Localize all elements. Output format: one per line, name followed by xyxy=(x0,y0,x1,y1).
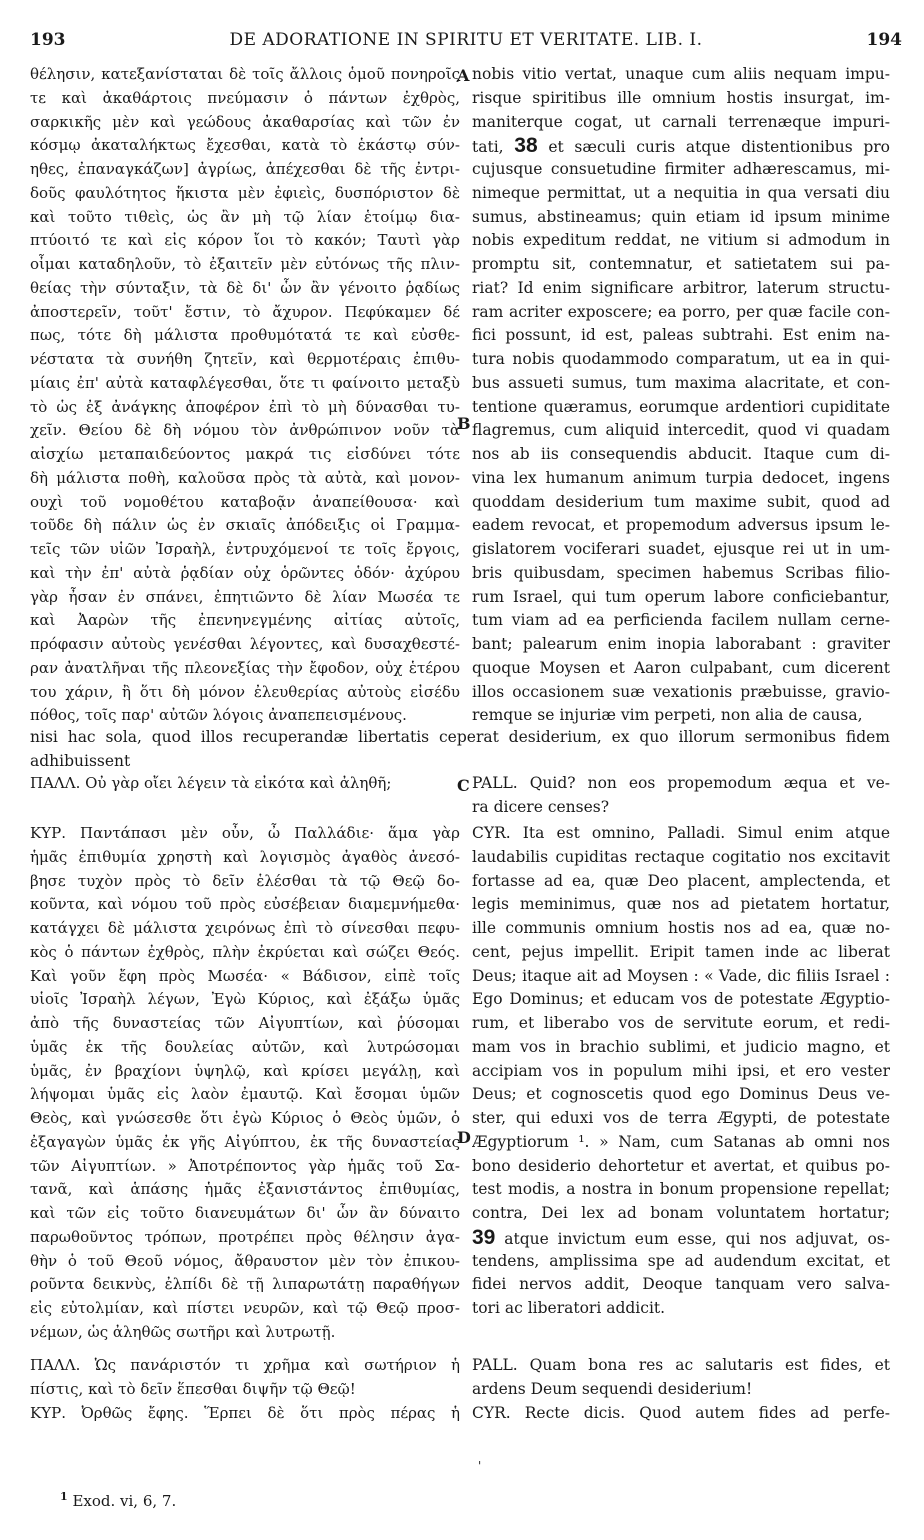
greek-column-top xyxy=(30,63,460,728)
greek-line: τῶν Αἰγυπτίων. » Ἀποτρέποντος γὰρ ἡμᾶς τοῦ Σα- xyxy=(30,1156,460,1175)
greek-line: τοῦδε δὴ πάλιν ὡς ἐν σκιαῖς ἀπόδειξις οἱ Γραμμα- xyxy=(30,516,460,535)
latin-line: ram acriter exposcere; ea porro, per quæ facile con- xyxy=(472,302,890,321)
greek-line: νέστατα τὰ συνήθη ζητεῖν, καὶ θερμοτέραις ἐπιθυ- xyxy=(30,350,460,368)
greek-line: εἰς εὐτολμίαν, καὶ πίστει νευρῶν, καὶ τῷ Θεῷ προσ- xyxy=(30,1299,460,1317)
greek-line: πίστις, καὶ τὸ δεῖν ἕπεσθαι διψῆν τῷ Θεῷ! xyxy=(30,1379,356,1398)
latin-line: tum viam ad ea perficienda facilem nullam cerne- xyxy=(472,611,890,630)
greek-line: του χάριν, ἢ ὅτι δὴ μόνον ἐλευθερίας αὐτοὺς εἰσέδυ xyxy=(30,682,460,701)
greek-line: κατάγχει δὲ μάλιστα χειρόνως ἐπὶ τὸ σίνεσθαι πεφυ- xyxy=(30,919,460,937)
running-title: DE ADORATIONE IN SPIRITU ET VERITATE. LIB. I. xyxy=(229,30,703,50)
latin-line: nobis expeditum reddat, ne vitium si admodum in xyxy=(472,231,890,250)
latin-line: promptu sit, contemnatur, et satietatem sui pa- xyxy=(472,255,890,273)
greek-line: ΚΥΡ. Παντάπασι μὲν οὖν, ὦ Παλλάδιε· ἅμα γὰρ xyxy=(30,824,460,842)
latin-line xyxy=(472,134,890,158)
latin-line: sumus, abstineamus; quin etiam id ipsum minime xyxy=(472,207,890,226)
latin-line: tura nobis quodammodo comparatum, ut ea in qui- xyxy=(472,350,890,368)
latin-line: nobis vitio vertat, unaque cum aliis nequam impu- xyxy=(472,65,890,83)
greek-line: γὰρ ἦσαν ἐν σπάνει, ἐπητιῶντο δὲ λίαν Μωσέα τε xyxy=(30,587,460,606)
margin-letter-b: B xyxy=(457,414,471,433)
greek-line: Καὶ γοῦν ἔφη πρὸς Μωσέα· « Βάδισον, εἰπὲ τοῖς xyxy=(30,966,460,985)
greek-line: πως, τότε δὴ μάλιστα προθυμότατά τε καὶ εὐσθε- xyxy=(30,326,460,345)
latin-line: Ego Dominus; et educam vos de potestate Ægyptio- xyxy=(472,990,890,1009)
full-line: nisi hac sola, quod illos recuperandæ libertatis ceperat desiderium, ex quo illorum sermonibus fidem xyxy=(30,728,890,746)
latin-pall-exclamation xyxy=(472,1354,890,1425)
greek-line: θὴν ὁ τοῦ Θεοῦ νόμος, ἄθραυστον μὲν τὸν ἐπικου- xyxy=(30,1251,460,1270)
greek-line: χεῖν. Θείου δὲ δὴ νόμου τὸν ἀνθρώπινον νοῦν τὰ xyxy=(30,421,460,440)
greek-line: κοῦντα, καὶ νόμου τοῦ πρὸς εὐσέβειαν διαμεμνήμεθα· xyxy=(30,895,460,914)
latin-line: contra, Dei lex ad bonam voluntatem hortatur; xyxy=(472,1204,890,1222)
greek-line: ἐξαγαγὼν ὑμᾶς ἐκ γῆς Αἰγύπτου, ἐκ τῆς δυναστείας xyxy=(30,1132,460,1151)
latin-line: PALL. Quid? non eos propemodum æqua et ve- xyxy=(472,774,890,792)
greek-line: τὸ ὡς ἐξ ἀνάγκης ἀποφέρον ἐπὶ τὸ μὴ δύνασθαι τυ- xyxy=(30,397,460,416)
greek-line: ΠΑΛΛ. Οὐ γὰρ οἴει λέγειν τὰ εἰκότα καὶ ἀληθῆ; xyxy=(30,774,392,792)
latin-line: bant; palearum enim inopia laborabant : graviter xyxy=(472,635,890,653)
greek-pall-question xyxy=(30,772,460,796)
footnote xyxy=(60,1490,176,1510)
greek-line: καὶ τὴν ἐπ' αὐτὰ ῥᾳδίαν οὐχ ὁρῶντες ὁδόν· ἀχύρου xyxy=(30,563,460,582)
latin-line: ille communis omnium hostis nos ad ea, quæ no- xyxy=(472,919,890,937)
column-number: 39 xyxy=(472,1225,496,1249)
latin-line: ardens Deum sequendi desiderium! xyxy=(472,1379,753,1398)
greek-line: μίαις ἐπ' αὐτὰ καταφλέγεσθαι, ὅτε τι φαίνοιτο μεταξὺ xyxy=(30,373,460,392)
greek-line: ἀποστερεῖν, τοῦτ' ἔστιν, τὸ ἄχυρον. Πεφύκαμεν δέ xyxy=(30,302,460,321)
latin-line: PALL. Quam bona res ac salutaris est fides, et xyxy=(472,1356,890,1374)
latin-line: quoddam desiderium tum maxime subit, quod ad xyxy=(472,492,890,511)
greek-line: Θεὸς, καὶ γνώσεσθε ὅτι ἐγὼ Κύριος ὁ Θεὸς ὑμῶν, ὁ xyxy=(30,1109,460,1127)
latin-line: tendens, amplissima spe ad audendum excitat, et xyxy=(472,1251,890,1270)
greek-line: ροῦντα δεικνὺς, ἐλπίδι δὲ τῇ λιπαρωτάτῃ παραθήγων xyxy=(30,1275,460,1294)
latin-line: cujusque consuetudine firmiter adhærescamus, mi- xyxy=(472,160,890,178)
margin-letter-a: A xyxy=(457,66,470,85)
latin-line: maniterque cogat, ut carnali terrenæque impuri- xyxy=(472,112,890,131)
greek-line: δοῦς φαυλότητος ἥκιστα μὲν ἐφιεὶς, δυσπόριστον δὲ xyxy=(30,183,460,202)
greek-line: ΠΑΛΛ. Ὡς πανάριστόν τι χρῆμα καὶ σωτήριον ἡ xyxy=(30,1356,460,1374)
greek-line: οἶμαι καταδηλοῦν, τὸ ἐξαιτεῖν μὲν εὐτόνως τῆς πλιν- xyxy=(30,255,460,273)
latin-line: laudabilis cupiditas rectaque cogitatio nos excitavit xyxy=(472,847,890,866)
column-number: 38 xyxy=(514,134,538,158)
line-text: tati, xyxy=(472,138,515,157)
greek-line: παρωθοῦντος τρόπων, προτρέπει πρὸς θέλησιν ἀγα- xyxy=(30,1227,460,1246)
latin-line: illos occasionem suæ vexationis præbuisse, gravio- xyxy=(472,682,890,701)
latin-line: gislatorem vociferari suadet, ejusque rei ut in um- xyxy=(472,540,890,558)
greek-line: ηθες, ἐπαναγκάζων] ἀγρίως, ἀπέχεσθαι δὲ τῆς ἐντρι- xyxy=(30,160,460,178)
greek-line: θείας τὴν σύνταξιν, τὰ δὲ δι' ὧν ἂν γένοιτο ῥᾳδίως xyxy=(30,278,460,297)
latin-line: fici possunt, id est, paleas subtrahi. Est enim na- xyxy=(472,326,890,345)
latin-line: Ægyptiorum ¹. » Nam, cum Satanas ab omni nos xyxy=(472,1132,890,1151)
latin-line: rum Israel, qui tum operum labore conficiebantur, xyxy=(472,587,890,606)
line-text: atque invictum eum esse, qui nos adjuvat, os- xyxy=(495,1229,890,1248)
greek-line: ραν ἀνατλῆναι τῆς πλεονεξίας τὴν ἔφοδον, οὐχ ἑτέρου xyxy=(30,658,460,677)
latin-line: mam vos in brachio sublimi, et judicio magno, et xyxy=(472,1037,890,1056)
latin-line: accipiam vos in populum mihi ipsi, et ero vester xyxy=(472,1061,890,1080)
latin-line: eadem revocat, et propemodum adversus ipsum le- xyxy=(472,516,890,535)
latin-line: ster, qui eduxi vos de terra Ægypti, de potestate xyxy=(472,1109,890,1127)
greek-line: τανᾶ, καὶ ἁπάσης ἡμᾶς ἐξανιστάντος ἐπιθυμίας, xyxy=(30,1180,460,1199)
latin-line: bus assueti sumus, tum maxima alacritate, et con- xyxy=(472,373,890,392)
greek-line: σαρκικῆς μὲν καὶ γεώδους ἀκαθαρσίας καὶ τῶν ἐν xyxy=(30,112,460,131)
margin-letter-c: C xyxy=(457,776,470,795)
latin-line: cent, pejus impellit. Eripit tamen inde ac liberat xyxy=(472,942,890,961)
line-text: et sæculi curis atque distentionibus pro xyxy=(537,138,890,157)
latin-line: bono desiderio dehortetur et avertat, et quibus po- xyxy=(472,1156,890,1175)
greek-line: δὴ μάλιστα ποθὴ, καλοῦσα πρὸς τὰ αὐτὰ, καὶ μονον- xyxy=(30,468,460,487)
greek-pall-exclamation xyxy=(30,1354,460,1425)
latin-line: flagremus, cum aliquid intercedit, quod vi quadam xyxy=(472,421,890,440)
latin-line: fidei nervos addit, Deoque tanquam vero salva- xyxy=(472,1275,890,1294)
greek-line: καὶ τοῦτο τιθεὶς, ὡς ἂν μὴ τῷ λίαν ἑτοίμῳ δια- xyxy=(30,207,460,226)
latin-line: quoque Moysen et Aaron culpabant, cum dicerent xyxy=(472,658,890,677)
latin-line: ra dicere censes? xyxy=(472,797,610,816)
latin-line: nimeque permittat, ut a nequitia in qua versati diu xyxy=(472,183,890,202)
latin-line: tentione quæramus, eorumque ardentiori cupiditate xyxy=(472,397,890,416)
greek-line: ἀπὸ τῆς δυναστείας τῶν Αἰγυπτίων, καὶ ῥύσομαι xyxy=(30,1014,460,1032)
greek-line: τεῖς τῶν υἱῶν Ἰσραὴλ, ἐντρυχόμενοί τε τοῖς ἔργοις, xyxy=(30,540,460,558)
latin-line: CYR. Recte dicis. Quod autem fides ad perfe- xyxy=(472,1403,890,1422)
running-header xyxy=(30,30,902,56)
latin-line: bris quibusdam, specimen habemus Scribas filio- xyxy=(472,563,890,582)
greek-line: καὶ τῶν εἰς τοῦτο διανευμάτων δι' ὧν ἂν δύναιτο xyxy=(30,1204,460,1222)
greek-line: πρόφασιν αὐτοὺς γενέσθαι λέγοντες, καὶ δυσαχθεστέ- xyxy=(30,635,460,653)
page-number-left: 193 xyxy=(30,30,66,50)
margin-letter-d: D xyxy=(457,1128,471,1147)
full-line: adhibuissent xyxy=(30,751,131,770)
greek-line: ἡμᾶς ἐπιθυμία χρηστὴ καὶ λογισμὸς ἀγαθὸς ἀνεσό- xyxy=(30,847,460,866)
greek-line: νέμων, ὡς ἀληθῶς σωτῆρι καὶ λυτρωτῇ. xyxy=(30,1322,336,1341)
greek-column-bottom xyxy=(30,822,460,1345)
greek-line: ΚΥΡ. Ὀρθῶς ἔφης. Ἕρπει δὲ ὅτι πρὸς πέρας ἡ xyxy=(30,1403,460,1422)
greek-line: λήψομαι ὑμᾶς εἰς λαὸν ἐμαυτῷ. Καὶ ἔσομαι ὑμῶν xyxy=(30,1085,460,1104)
latin-line: test modis, a nostra in bonum propensione repellat; xyxy=(472,1180,890,1199)
greek-line: θέλησιν, κατεξανίσταται δὲ τοῖς ἄλλοις ὁμοῦ πονηροῖς xyxy=(30,65,460,83)
greek-line: βησε τυχὸν πρὸς τὸ δεῖν ἑλέσθαι τὰ τῷ Θεῷ δο- xyxy=(30,871,460,890)
latin-line: risque spiritibus ille omnium hostis insurgat, im- xyxy=(472,88,890,107)
latin-line: vina lex humanum animum turpia dedocet, ingens xyxy=(472,468,890,487)
greek-line: πόθος, τοῖς παρ' αὐτῶν λόγοις ἀναπεπεισμένους. xyxy=(30,706,407,725)
greek-line: καὶ Ἀαρὼν τῆς ἐπενηνεγμένης αἰτίας αὐτοῖς, xyxy=(30,611,460,630)
latin-line xyxy=(472,1226,890,1250)
latin-line: remque se injuriæ vim perpeti, non alia de causa, xyxy=(472,706,863,725)
greek-line: ὑμᾶς, ἐν βραχίονι ὑψηλῷ, καὶ κρίσει μεγάλῃ, καὶ xyxy=(30,1061,460,1080)
latin-line: riat? Id enim significare arbitror, laterum structu- xyxy=(472,278,890,297)
greek-line: υἱοῖς Ἰσραὴλ λέγων, Ἐγὼ Κύριος, καὶ ἐξάξω ὑμᾶς xyxy=(30,990,460,1009)
latin-line: fortasse ad ea, quæ Deo placent, amplectenda, et xyxy=(472,871,890,890)
latin-line: nos ab iis consequendis abducit. Itaque cum di- xyxy=(472,445,890,463)
latin-line: Deus; et cognoscetis quod ego Dominus Deus ve- xyxy=(472,1085,890,1104)
footnote-text: Exod. vi, 6, 7. xyxy=(72,1492,177,1510)
latin-line: tori ac liberatori addicit. xyxy=(472,1299,666,1317)
latin-line: legis meminimus, quæ nos ad pietatem hortatur, xyxy=(472,895,890,914)
greek-line: πτύοιτό τε καὶ εἰς κόρον ἴοι τὸ κακόν; Ταυτὶ γὰρ xyxy=(30,231,460,250)
greek-line: κὸς ὁ πάντων ἐχθρὸς, πλὴν ἐκρύεται καὶ σώζει Θεός. xyxy=(30,942,460,961)
latin-line: CYR. Ita est omnino, Palladi. Simul enim atque xyxy=(472,824,890,842)
latin-line: rum, et liberabo vos de servitute eorum, et redi- xyxy=(472,1014,890,1032)
footnote-mark: 1 xyxy=(60,1490,68,1503)
latin-line: Deus; itaque ait ad Moysen : « Vade, dic filiis Israel : xyxy=(472,966,890,985)
greek-line: αἰσχίω μεταπαιδεύοντος μακρά τις εἰσδύνει τότε xyxy=(30,445,460,463)
greek-line: τε καὶ ἀκαθάρτοις πνεύμασιν ὁ πάντων ἐχθρὸς, xyxy=(30,88,460,107)
latin-column-bottom xyxy=(472,822,890,1321)
latin-pall-question xyxy=(472,772,890,820)
stray-mark: ' xyxy=(478,1459,482,1473)
greek-line: ὑμᾶς ἐκ τῆς δουλείας αὐτῶν, καὶ λυτρώσομαι xyxy=(30,1037,460,1056)
greek-line: ουχὶ τοῦ νομοθέτου καταβοᾷν ἀναπείθουσα· καὶ xyxy=(30,492,460,511)
full-width-continuation xyxy=(30,726,890,774)
greek-line: κόσμῳ ἀκαταλήκτως ἔχεσθαι, κατὰ τὸ ἑκάστῳ σύν- xyxy=(30,136,460,155)
latin-column-top xyxy=(472,63,890,728)
page-number-right: 194 xyxy=(866,30,902,50)
